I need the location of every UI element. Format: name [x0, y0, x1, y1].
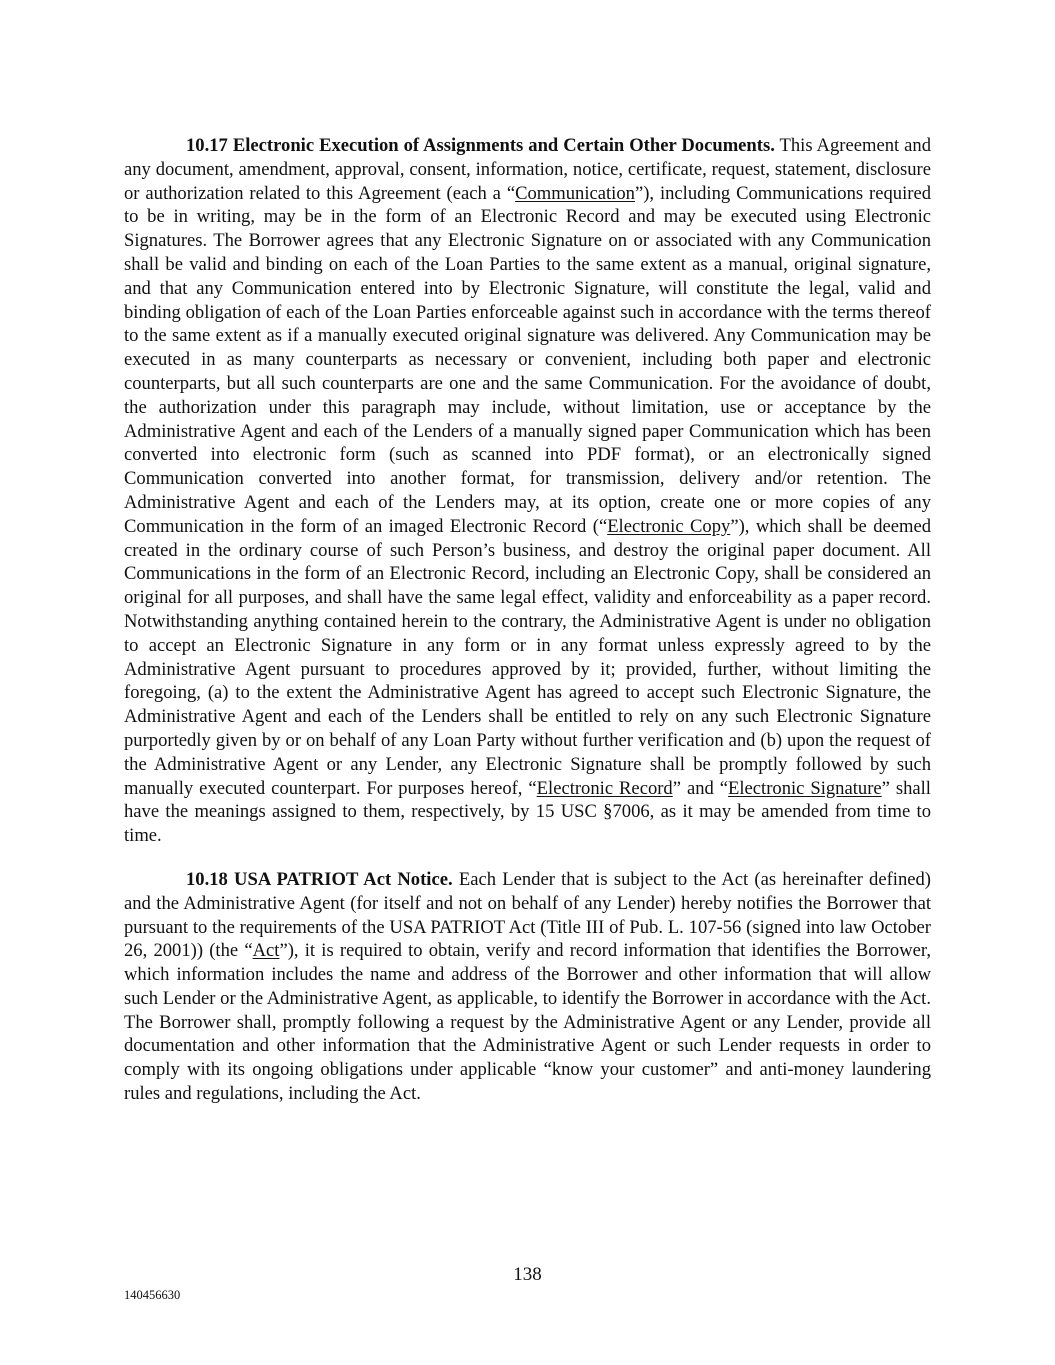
- defined-term-electronic-copy: Electronic Copy: [607, 515, 731, 537]
- section-10-18: [124, 868, 931, 1106]
- body-text: ”), which shall be deemed created in the ordinary course of such Person’s business, and destroy the original paper document. All Communications in the form of an Electronic Record, including an Electronic Copy, shall be considered an original for all purposes, and shall have the same legal effect, validity and enforceability as a paper record. Notwithstanding anything contained herein to the contrary, the Administrative Agent is under no obligation to accept an Electronic Signature in any form or in any format unless expressly agreed to by the Administrative Agent pursuant to procedures approved by it; provided, further, without limiting the foregoing, (a) to the extent the Administrative Agent has agreed to accept such Electronic Signature, the Administrative Agent and each of the Lenders shall be entitled to rely on any such Electronic Signature purportedly given by or on behalf of any Loan Party without further verification and (b) upon the request of the Administrative Agent or any Lender, any Electronic Signature shall be promptly followed by such manually executed counterpart. For purposes hereof, “: [124, 515, 932, 799]
- page-number: 138: [513, 1264, 542, 1285]
- body-text: ”), including Communications required to be in writing, may be in the form of an Electronic Record and may be executed using Electronic Signatures. The Borrower agrees that any Electronic Signature on or associated with any Communication shall be valid and binding on each of the Loan Parties to the same extent as a manual, original signature, and that any Communication entered into by Electronic Signature, will constitute the legal, valid and binding obligation of each of the Loan Parties enforceable against such in accordance with the terms thereof to the same extent as if a manually executed original signature was delivered. Any Communication may be executed in as many counterparts as necessary or convenient, including both paper and electronic counterparts, but all such counterparts are one and the same Communication. For the avoidance of doubt, the authorization under this paragraph may include, without limitation, use or acceptance by the Administrative Agent and each of the Lenders of a manually signed paper Communication which has been converted into electronic form (such as scanned into PDF format), or an electronically signed Communication converted into another format, for transmission, delivery and/or retention. The Administrative Agent and each of the Lenders may, at its option, create one or more copies of any Communication in the form of an imaged Electronic Record (“: [124, 182, 931, 537]
- section-heading: 10.18 USA PATRIOT Act Notice.: [186, 868, 453, 890]
- document-body: [124, 134, 931, 1106]
- body-text: Each Lender that is subject to the Act (as hereinafter defined) and the Administrative Agent (for itself and not on behalf of any Lender) hereby notifies the Borrower that pursuant to the requirements of the USA PATRIOT Act (Title III of Pub. L. 107-56 (signed into law October 26, 2001)) (the “: [124, 868, 932, 962]
- defined-term-electronic-record: Electronic Record: [536, 777, 673, 799]
- section-10-17: [124, 134, 931, 848]
- body-text: This Agreement and any document, amendment, approval, consent, information, notice, certificate, request, statement, disclosure or authorization related to this Agreement (each a “: [124, 135, 932, 204]
- body-text: ” and “: [672, 777, 729, 799]
- defined-term-electronic-signature: Electronic Signature: [728, 777, 882, 799]
- document-id: 140456630: [124, 1288, 181, 1302]
- section-heading: 10.17 Electronic Execution of Assignments and Certain Other Documents.: [186, 135, 775, 156]
- defined-term-act: Act: [252, 940, 280, 962]
- defined-term-communication: Communication: [515, 182, 635, 204]
- body-text: ” shall have the meanings assigned to them, respectively, by 15 USC §7006, as it may be amended from time to time.: [124, 777, 931, 847]
- body-text: ”), it is required to obtain, verify and record information that identifies the Borrower, which information includes the name and address of the Borrower and other information that will allow such Lender or the Administrative Agent, as applicable, to identify the Borrower in accordance with the Act. The Borrower shall, promptly following a request by the Administrative Agent or any Lender, provide all documentation and other information that the Administrative Agent or such Lender requests in order to comply with its ongoing obligations under applicable “know your customer” and anti-money laundering rules and regulations, including the Act.: [124, 940, 931, 1105]
